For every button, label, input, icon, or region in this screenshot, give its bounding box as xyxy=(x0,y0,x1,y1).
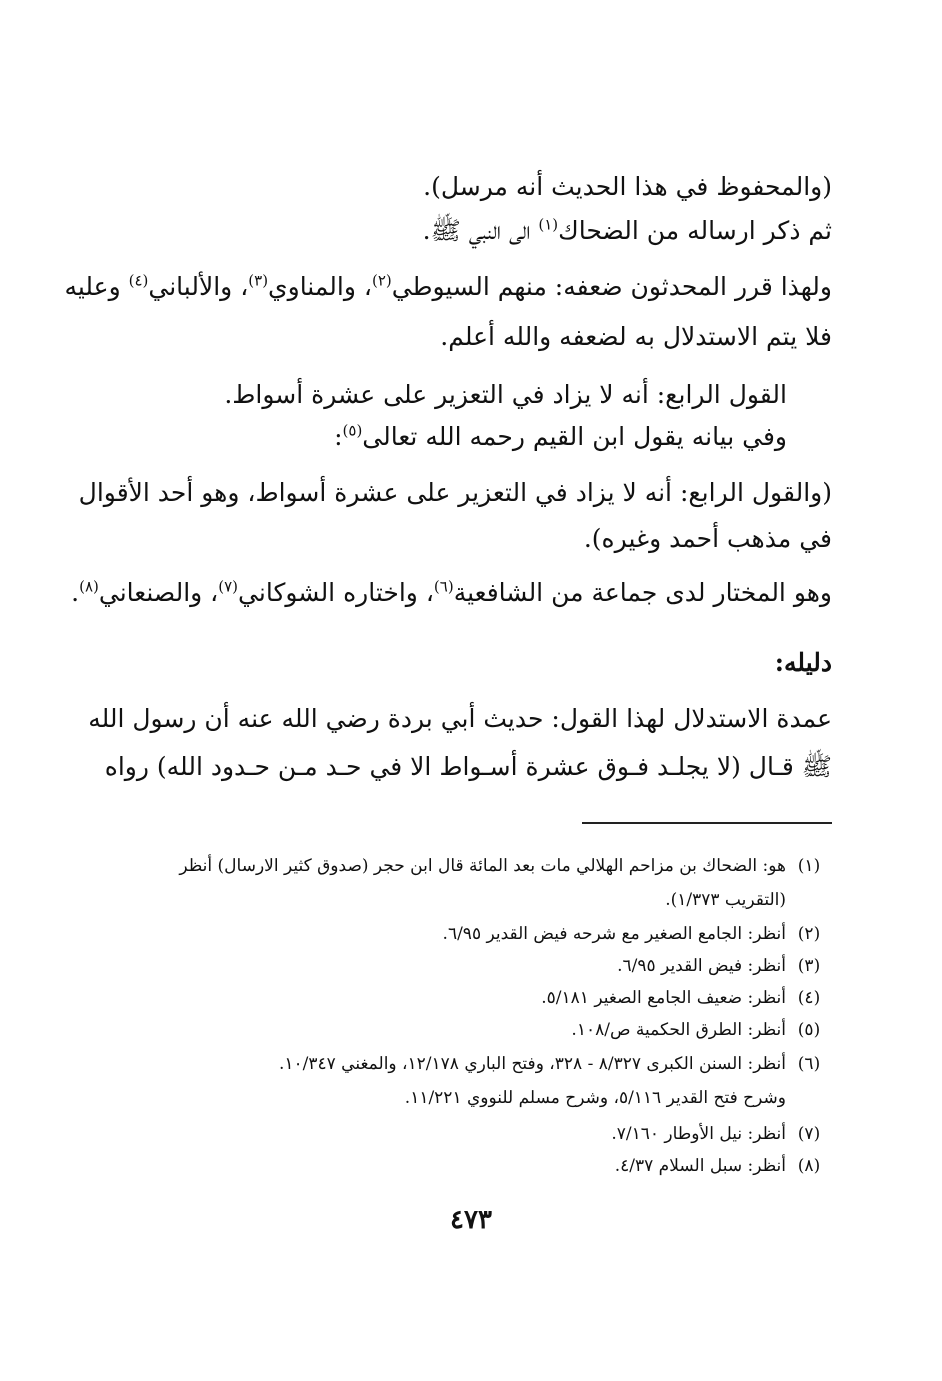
body-text: وعليه xyxy=(64,272,129,301)
body-text: وفي بيانه يقول ابن القيم رحمه الله تعالى xyxy=(362,422,787,451)
footnote-ref[interactable]: (٤) xyxy=(128,271,149,290)
footnote-continuation xyxy=(665,890,786,910)
footnote-text: أنظر: ضعيف الجامع الصغير ٥/١٨١. xyxy=(541,988,786,1008)
footnote-ref[interactable]: (٧) xyxy=(218,577,239,596)
footnote-ref[interactable]: (٨) xyxy=(79,577,99,596)
footnote-ref[interactable]: (١) xyxy=(538,215,559,234)
body-text: . xyxy=(71,578,80,607)
footnote-ref[interactable]: (٢) xyxy=(371,271,392,290)
body-text: وهو المختار لدى جماعة من الشافعية xyxy=(453,578,832,607)
body-line xyxy=(88,704,832,734)
footnote-item xyxy=(611,1124,832,1144)
footnote-text: أنظر: سبل السلام ٤/٣٧. xyxy=(614,1156,786,1176)
footnote-text: أنظر: نيل الأوطار ٧/١٦٠. xyxy=(611,1124,786,1144)
footnote-separator xyxy=(582,822,832,824)
footnote-item xyxy=(443,924,832,944)
footnote-continuation xyxy=(405,1088,786,1108)
footnote-ref[interactable]: (٦) xyxy=(433,577,454,596)
footnote-number: (٨) xyxy=(797,1156,821,1176)
footnote-item xyxy=(179,856,832,876)
footnote-text: أنظر: الطرق الحكمية ص/١٠٨. xyxy=(571,1020,786,1040)
footnote-text: (التقريب ١/٣٧٣). xyxy=(665,890,786,910)
footnote-item xyxy=(541,988,832,1008)
section-heading-text: دليله: xyxy=(774,648,832,677)
quote-text: (والقول الرابع: أنه لا يزاد في التعزير على عشرة أسواط، وهو أحد الأقوال xyxy=(78,478,832,507)
page-number: ٤٧٣ xyxy=(450,1205,492,1235)
body-line xyxy=(334,422,787,452)
footnote-item xyxy=(615,1156,832,1176)
footnote-number: (٤) xyxy=(797,988,821,1008)
footnote-number: (٣) xyxy=(797,956,821,976)
body-line xyxy=(423,172,832,202)
body-line xyxy=(440,322,832,352)
body-line xyxy=(423,216,832,246)
footnote-text: أنظر: فيض القدير ٦/٩٥. xyxy=(617,956,786,976)
footnote-text: وشرح فتح القدير ٥/١١٦، وشرح مسلم للنووي ١١/٢٢١. xyxy=(404,1088,786,1108)
footnote-number: (٢) xyxy=(797,924,821,944)
body-line xyxy=(104,752,832,782)
footnote-ref[interactable]: (٣) xyxy=(248,271,269,290)
footnote-item xyxy=(571,1020,832,1040)
footnote-item xyxy=(279,1054,832,1074)
footnote-ref[interactable]: (٥) xyxy=(342,421,363,440)
body-text: ، والصنعاني xyxy=(98,578,219,607)
body-text: الى النبي ﷺ. xyxy=(422,216,539,245)
body-text: ، والمناوي xyxy=(268,272,372,301)
body-line xyxy=(64,272,832,302)
body-text: ، واختاره الشوكاني xyxy=(238,578,434,607)
body-text: ، والألباني xyxy=(148,272,249,301)
body-line xyxy=(78,478,832,508)
body-text: القول الرابع: أنه لا يزاد في التعزير على عشرة أسواط. xyxy=(224,380,787,409)
quote-text: في مذهب أحمد وغيره). xyxy=(583,524,832,553)
footnote-text: أنظر: الجامع الصغير مع شرحه فيض القدير ٦/٩٥. xyxy=(442,924,786,944)
footnote-number: (٥) xyxy=(797,1020,821,1040)
body-line xyxy=(71,578,832,608)
footnote-text: أنظر: السنن الكبرى ٨/٣٢٧ - ٣٢٨، وفتح الباري ١٢/١٧٨، والمغني ١٠/٣٤٧. xyxy=(278,1054,786,1074)
body-line xyxy=(584,524,832,554)
body-text: فلا يتم الاستدلال به لضعفه والله أعلم. xyxy=(440,322,832,351)
footnote-text: هو: الضحاك بن مزاحم الهلالي مات بعد المائة قال ابن حجر (صدوق كثير الارسال) أنظر xyxy=(179,856,786,876)
hadith-text: ﷺ قـال (لا يجلـد فـوق عشرة أسـواط الا في حـد مـن حـدود الله) رواه xyxy=(104,752,832,781)
body-line xyxy=(224,380,787,410)
footnote-number: (٦) xyxy=(797,1054,821,1074)
body-text: ولهذا قرر المحدثون ضعفه: منهم السيوطي xyxy=(391,272,832,301)
section-heading xyxy=(775,648,832,678)
body-text: : xyxy=(334,422,343,451)
body-text: عمدة الاستدلال لهذا القول: حديث أبي بردة رضي الله عنه أن رسول الله xyxy=(88,704,832,733)
footnote-number: (٧) xyxy=(797,1124,821,1144)
body-text: ثم ذكر ارساله من الضحاك xyxy=(558,216,832,245)
quote-text: (والمحفوظ في هذا الحديث أنه مرسل). xyxy=(423,172,832,201)
footnote-item xyxy=(617,956,832,976)
footnote-number: (١) xyxy=(797,856,821,876)
